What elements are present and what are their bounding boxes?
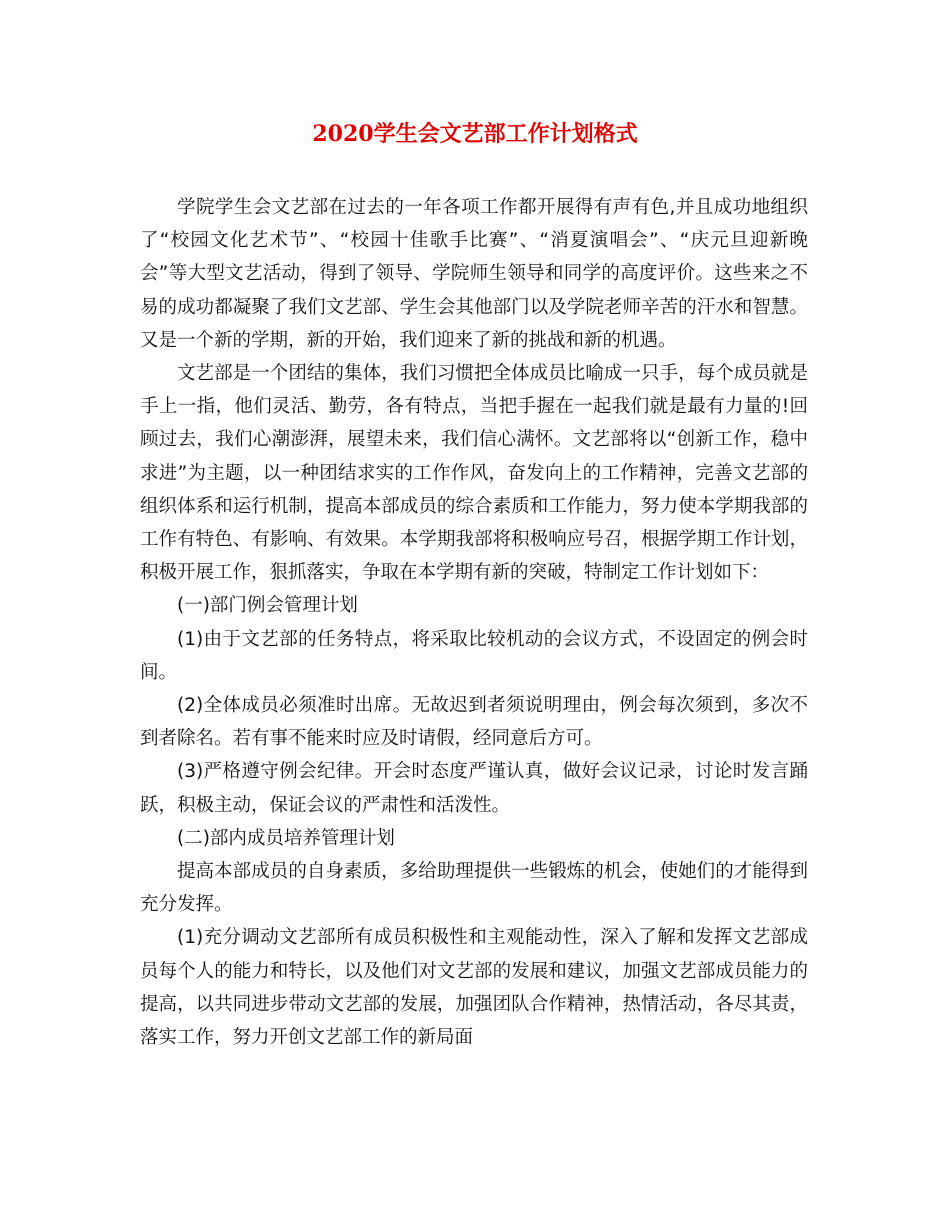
section-heading-member-training: (二)部内成员培养管理计划 [177,827,395,849]
meeting-rule-2: (2)全体成员必须准时出席。无故迟到者须说明理由，例会每次须到，多次不到者除名。若有事不能来时应及时请假，经同意后方可。 [140,695,808,750]
document-title: 2020学生会文艺部工作计划格式 [312,121,638,147]
document-body [140,191,808,1054]
meeting-rule-3: (3)严格遵守例会纪律。开会时态度严谨认真，做好会议记录，讨论时发言踊跃，积极主动，保证会议的严肃性和活泼性。 [140,761,808,816]
paragraph-intro: 学院学生会文艺部在过去的一年各项工作都开展得有声有色,并且成功地组织了“校园文化艺术节”、“校园十佳歌手比赛”、“消夏演唱会”、“庆元旦迎新晚会”等大型文艺活动，得到了领导、学院师生领导和同学的高度评价。这些来之不易的成功都凝聚了我们文艺部、学生会其他部门以及学院老师辛苦的汗水和智慧。又是一个新的学期，新的开始，我们迎来了新的挑战和新的机遇。 [140,197,808,351]
paragraph-team: 文艺部是一个团结的集体，我们习惯把全体成员比喻成一只手，每个成员就是手上一指，他们灵活、勤劳，各有特点，当把手握在一起我们就是最有力量的!回顾过去，我们心潮澎湃，展望未来，我们信心满怀。文艺部将以“创新工作，稳中求进”为主题，以一种团结求实的工作作风，奋发向上的工作精神，完善文艺部的组织体系和运行机制，提高本部成员的综合素质和工作能力，努力使本学期我部的工作有特色、有影响、有效果。本学期我部将积极响应号召，根据学期工作计划，积极开展工作，狠抓落实，争取在本学期有新的突破，特制定工作计划如下： [140,363,808,584]
meeting-rule-1: (1)由于文艺部的任务特点，将采取比较机动的会议方式，不设固定的例会时间。 [140,628,808,683]
training-item-1: (1)充分调动文艺部所有成员积极性和主观能动性，深入了解和发挥文艺部成员每个人的能力和特长，以及他们对文艺部的发展和建议，加强文艺部成员能力的提高，以共同进步带动文艺部的发展，加强团队合作精神，热情活动，各尽其责，落实工作，努力开创文艺部工作的新局面 [140,927,808,1049]
section-heading-meeting-plan: (一)部门例会管理计划 [177,595,358,617]
paragraph-training-intro: 提高本部成员的自身素质，多给助理提供一些锻炼的机会，使她们的才能得到充分发挥。 [140,861,808,916]
